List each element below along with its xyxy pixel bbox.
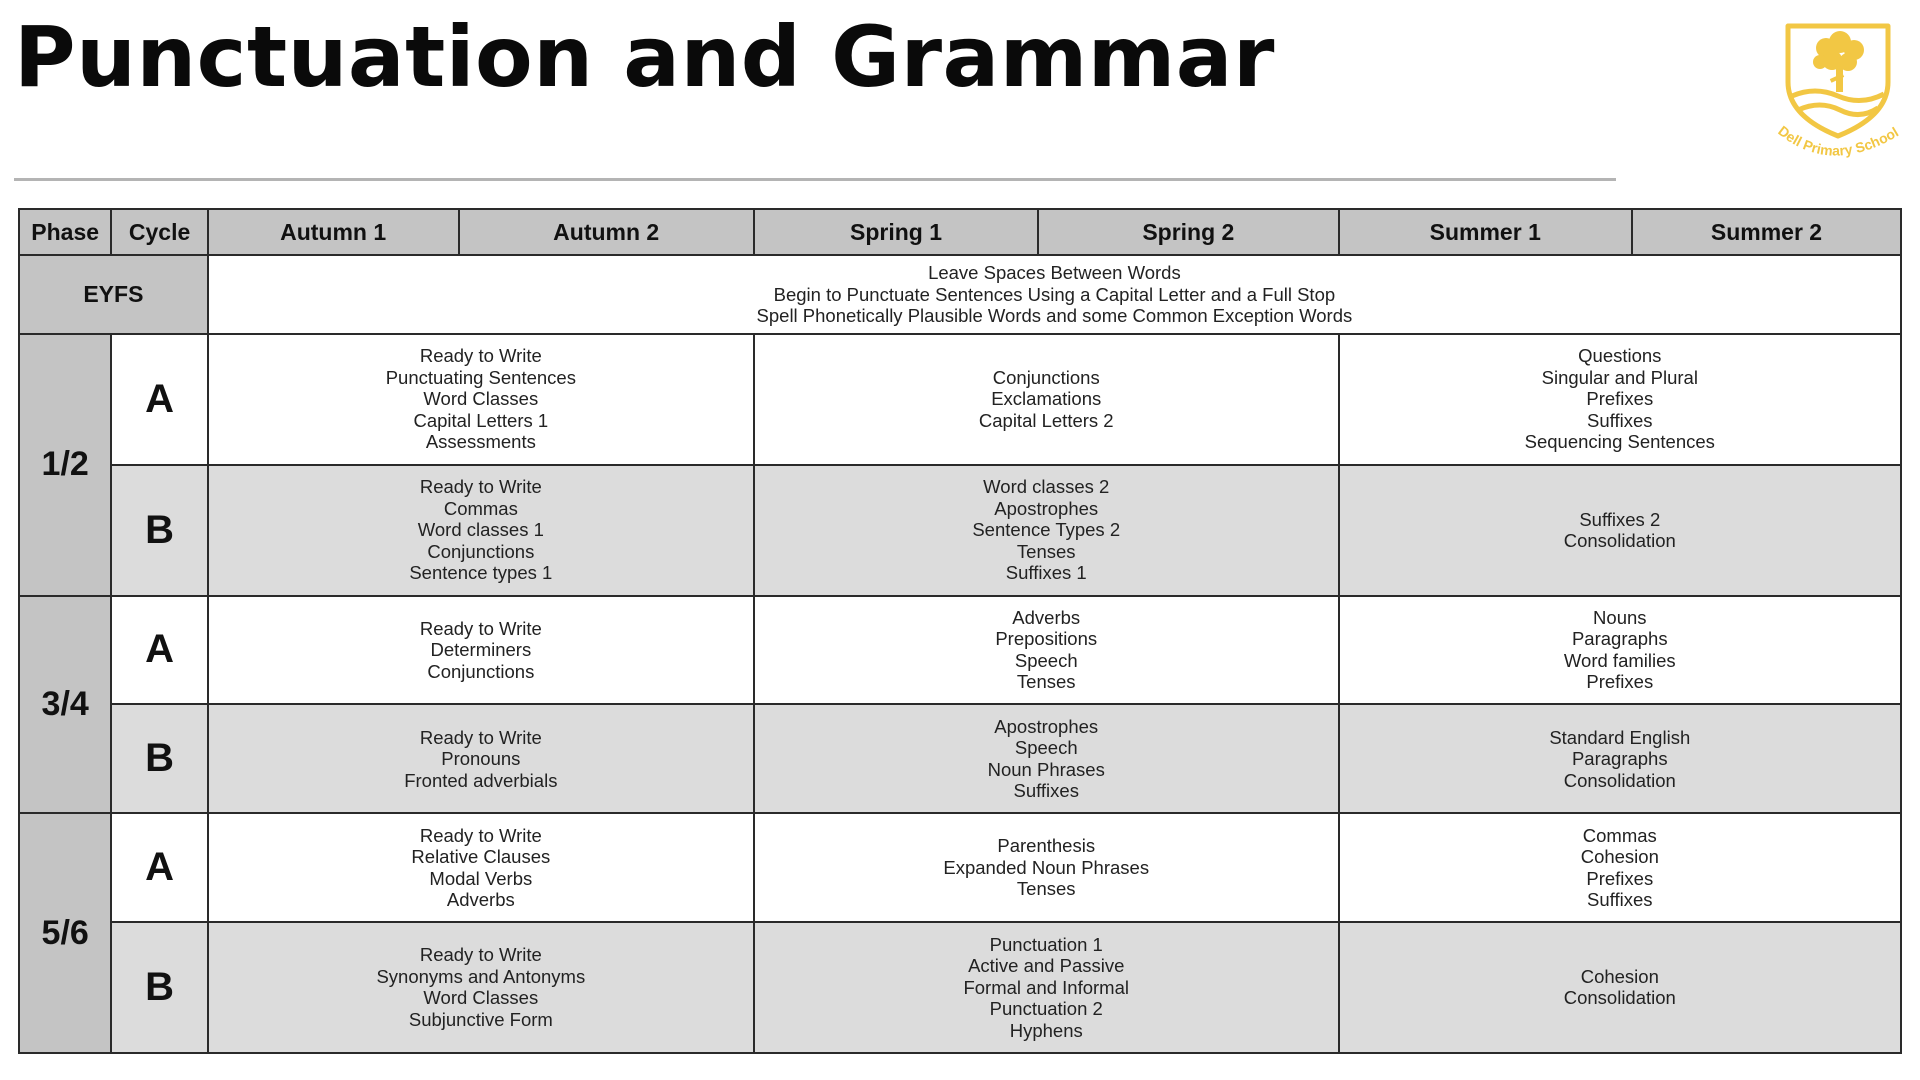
autumn-topics xyxy=(208,813,754,922)
topic-item: Nouns xyxy=(1593,606,1647,628)
table-row xyxy=(19,922,1901,1053)
topic-item: Suffixes 1 xyxy=(1005,562,1087,584)
topic-item: Adverbs xyxy=(1012,606,1081,628)
topic-item: Punctuating Sentences xyxy=(385,366,576,388)
topic-item: Sentence Types 2 xyxy=(972,519,1121,541)
header-summer-2: Summer 2 xyxy=(1632,209,1901,255)
cycle-label: A xyxy=(111,813,207,922)
topic-item: Ready to Write xyxy=(419,345,542,367)
cycle-label: B xyxy=(111,465,207,596)
topic-item: Apostrophes xyxy=(994,497,1099,519)
topic-item: Ready to Write xyxy=(419,726,542,748)
table-row xyxy=(19,596,1901,705)
topic-item: Parenthesis xyxy=(997,835,1096,857)
header-spring-1: Spring 1 xyxy=(754,209,1038,255)
topic-item: Prefixes xyxy=(1586,671,1654,693)
eyfs-label: EYFS xyxy=(19,255,208,334)
topic-item: Suffixes xyxy=(1587,889,1653,911)
topic-item: Pronouns xyxy=(441,748,521,770)
svg-text:Dell Primary School xyxy=(1775,123,1901,159)
summer-topics xyxy=(1339,596,1901,705)
topic-item: Noun Phrases xyxy=(987,758,1105,780)
topic-item: Ready to Write xyxy=(419,824,542,846)
summer-topics xyxy=(1339,334,1901,465)
header-autumn-1: Autumn 1 xyxy=(208,209,459,255)
title-divider xyxy=(14,178,1616,181)
cycle-label: A xyxy=(111,596,207,705)
topic-item: Prefixes xyxy=(1586,388,1654,410)
topic-item: Suffixes xyxy=(1013,780,1079,802)
topic-item: Apostrophes xyxy=(994,715,1099,737)
topic-item: Commas xyxy=(1582,824,1657,846)
topic-item: Ready to Write xyxy=(419,944,542,966)
autumn-topics xyxy=(208,334,754,465)
topic-item: Capital Letters 1 xyxy=(413,409,549,431)
eyfs-row xyxy=(19,255,1901,334)
topic-item: Hyphens xyxy=(1009,1019,1083,1041)
phase-label: 1/2 xyxy=(19,334,111,596)
spring-topics xyxy=(754,334,1339,465)
spring-topics xyxy=(754,813,1339,922)
topic-item: Word classes 2 xyxy=(983,476,1110,498)
autumn-topics xyxy=(208,465,754,596)
topic-item: Prefixes xyxy=(1586,867,1654,889)
header-autumn-2: Autumn 2 xyxy=(459,209,754,255)
topic-item: Expanded Noun Phrases xyxy=(943,856,1150,878)
autumn-topics xyxy=(208,596,754,705)
school-logo xyxy=(1770,20,1906,170)
topic-item: Tenses xyxy=(1016,878,1076,900)
spring-topics xyxy=(754,465,1339,596)
topic-item: Consolidation xyxy=(1563,769,1676,791)
topic-item: Conjunctions xyxy=(992,366,1100,388)
eyfs-line: Begin to Punctuate Sentences Using a Capital Letter and a Full Stop xyxy=(773,283,1336,305)
header-summer-1: Summer 1 xyxy=(1339,209,1632,255)
topic-item: Active and Passive xyxy=(968,955,1125,977)
header-spring-2: Spring 2 xyxy=(1038,209,1338,255)
topic-item: Sequencing Sentences xyxy=(1524,431,1715,453)
topic-item: Questions xyxy=(1578,345,1662,367)
topic-item: Adverbs xyxy=(446,889,515,911)
spring-topics xyxy=(754,922,1339,1053)
topic-item: Paragraphs xyxy=(1571,748,1668,770)
spring-topics xyxy=(754,704,1339,813)
topic-item: Ready to Write xyxy=(419,476,542,498)
topic-item: Relative Clauses xyxy=(411,846,551,868)
topic-item: Capital Letters 2 xyxy=(978,409,1114,431)
cycle-label: B xyxy=(111,704,207,813)
summer-topics xyxy=(1339,465,1901,596)
table-row xyxy=(19,465,1901,596)
topic-item: Consolidation xyxy=(1563,987,1676,1009)
table-row xyxy=(19,813,1901,922)
topic-item: Fronted adverbials xyxy=(404,769,558,791)
topic-item: Suffixes xyxy=(1587,409,1653,431)
spring-topics xyxy=(754,596,1339,705)
table-row xyxy=(19,704,1901,813)
topic-item: Determiners xyxy=(430,639,532,661)
topic-item: Modal Verbs xyxy=(429,867,533,889)
topic-item: Punctuation 2 xyxy=(989,998,1103,1020)
topic-item: Subjunctive Form xyxy=(408,1008,553,1030)
topic-item: Consolidation xyxy=(1563,530,1676,552)
topic-item: Paragraphs xyxy=(1571,628,1668,650)
topic-item: Conjunctions xyxy=(427,540,535,562)
topic-item: Sentence types 1 xyxy=(409,562,553,584)
topic-item: Cohesion xyxy=(1580,965,1659,987)
topic-item: Word classes 1 xyxy=(417,519,544,541)
logo-text: Dell Primary School xyxy=(1775,122,1902,159)
eyfs-line: Leave Spaces Between Words xyxy=(928,262,1181,284)
phase-label: 3/4 xyxy=(19,596,111,814)
topic-item: Tenses xyxy=(1016,671,1076,693)
topic-item: Standard English xyxy=(1549,726,1691,748)
autumn-topics xyxy=(208,704,754,813)
eyfs-content xyxy=(208,255,1901,334)
cycle-label: A xyxy=(111,334,207,465)
header-cycle: Cycle xyxy=(111,209,207,255)
topic-item: Word Classes xyxy=(423,388,539,410)
topic-item: Speech xyxy=(1014,737,1078,759)
summer-topics xyxy=(1339,922,1901,1053)
summer-topics xyxy=(1339,704,1901,813)
header-row xyxy=(19,209,1901,255)
topic-item: Commas xyxy=(443,497,518,519)
topic-item: Singular and Plural xyxy=(1541,366,1698,388)
page-title: Punctuation and Grammar xyxy=(14,8,1275,106)
eyfs-line: Spell Phonetically Plausible Words and some Common Exception Words xyxy=(756,305,1353,327)
topic-item: Tenses xyxy=(1016,540,1076,562)
phase-label: 5/6 xyxy=(19,813,111,1053)
topic-item: Speech xyxy=(1014,649,1078,671)
cycle-label: B xyxy=(111,922,207,1053)
header-phase: Phase xyxy=(19,209,111,255)
topic-item: Word families xyxy=(1563,649,1676,671)
topic-item: Conjunctions xyxy=(427,660,535,682)
topic-item: Prepositions xyxy=(995,628,1098,650)
topic-item: Synonyms and Antonyms xyxy=(376,965,586,987)
autumn-topics xyxy=(208,922,754,1053)
topic-item: Suffixes 2 xyxy=(1579,508,1661,530)
topic-item: Formal and Informal xyxy=(963,976,1129,998)
topic-item: Ready to Write xyxy=(419,617,542,639)
topic-item: Word Classes xyxy=(423,987,539,1009)
topic-item: Exclamations xyxy=(991,388,1102,410)
topic-item: Cohesion xyxy=(1580,846,1659,868)
topic-item: Assessments xyxy=(425,431,536,453)
table-row xyxy=(19,334,1901,465)
summer-topics xyxy=(1339,813,1901,922)
curriculum-table xyxy=(18,208,1902,1054)
topic-item: Punctuation 1 xyxy=(989,933,1103,955)
